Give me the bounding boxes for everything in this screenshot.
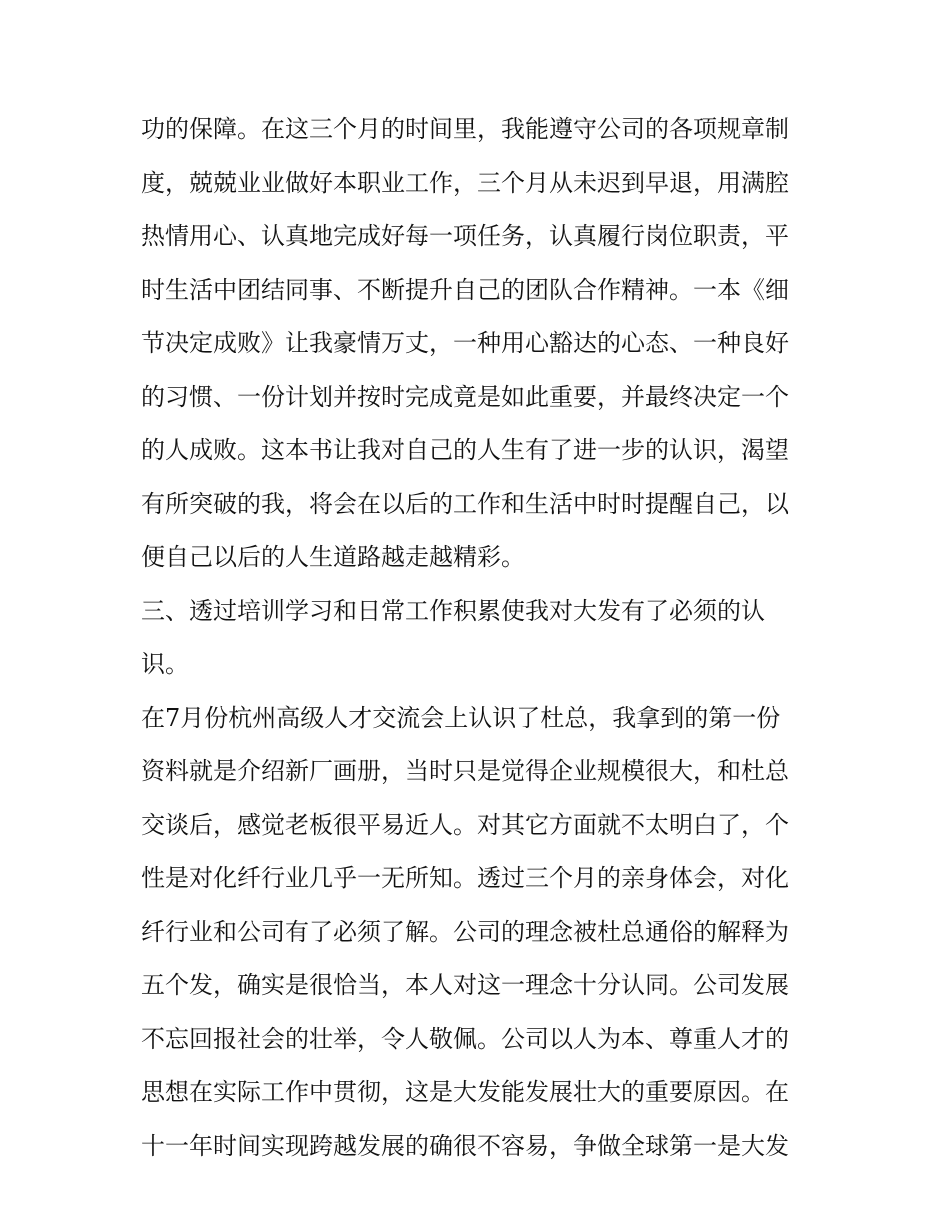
text-line: 思想在实际工作中贯彻，这是大发能发展壮大的重要原因。在 xyxy=(141,1078,789,1106)
text-line: 的人成败。这本书让我对自己的人生有了进一步的认识，渴望 xyxy=(141,436,789,464)
text-line: 十一年时间实现跨越发展的确很不容易，争做全球第一是大发 xyxy=(141,1131,789,1160)
text-line: 交谈后，感觉老板很平易近人。对其它方面就不太明白了，个 xyxy=(141,810,789,839)
text-line: 资料就是介绍新厂画册，当时只是觉得企业规模很大，和杜总 xyxy=(141,757,789,785)
text-line: 有所突破的我，将会在以后的工作和生活中时时提醒自己，以 xyxy=(141,489,789,518)
text-line: 便自己以后的人生道路越走越精彩。 xyxy=(141,543,525,571)
text-line: 纤行业和公司有了必须了解。公司的理念被杜总通俗的解释为 xyxy=(141,917,789,946)
text-line: 不忘回报社会的壮举，令人敬佩。公司以人为本、尊重人才的 xyxy=(141,1024,789,1053)
document-body xyxy=(141,103,821,1173)
section-heading-line: 三、透过培训学习和日常工作积累使我对大发有了必须的认 xyxy=(141,596,765,625)
text-line: 度，兢兢业业做好本职业工作，三个月从未迟到早退，用满腔 xyxy=(141,168,789,197)
text-line: 功的保障。在这三个月的时间里，我能遵守公司的各项规章制 xyxy=(141,115,789,143)
section-heading-line: 识。 xyxy=(141,650,189,678)
text-line: 热情用心、认真地完成好每一项任务，认真履行岗位职责，平 xyxy=(141,222,789,250)
text-line: 在7月份杭州高级人才交流会上认识了杜总，我拿到的第一份 xyxy=(141,703,781,732)
text-line: 性是对化纤行业几乎一无所知。透过三个月的亲身体会，对化 xyxy=(141,864,789,892)
text-line: 的习惯、一份计划并按时完成竟是如此重要，并最终决定一个 xyxy=(141,382,789,411)
text-line: 五个发，确实是很恰当，本人对这一理念十分认同。公司发展 xyxy=(141,971,789,999)
text-line: 时生活中团结同事、不断提升自己的团队合作精神。一本《细 xyxy=(141,275,789,304)
text-line: 节决定成败》让我豪情万丈，一种用心豁达的心态、一种良好 xyxy=(141,329,789,357)
